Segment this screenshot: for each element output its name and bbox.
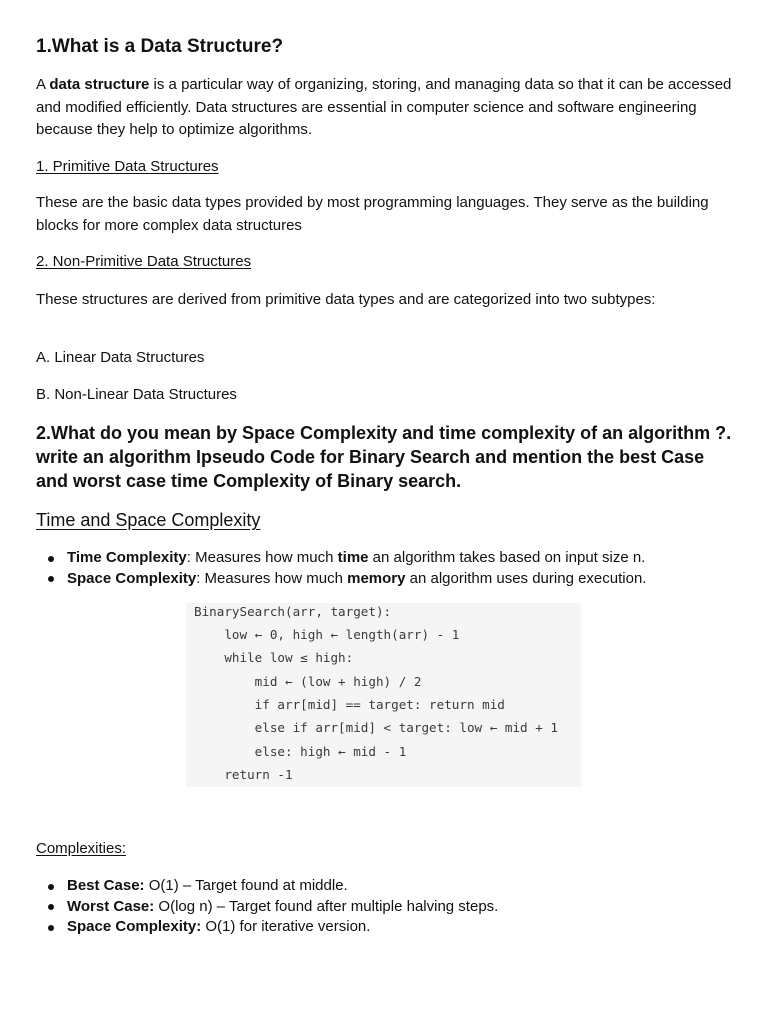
complexity-text: O(log n) – Target found after multiple halving steps. [154, 897, 499, 915]
bullet-icon [48, 884, 54, 890]
definition-term: Time Complexity [67, 549, 187, 566]
definition-key: time [337, 549, 369, 566]
definition-text: : Measures how much [186, 549, 338, 566]
complexities-list [36, 876, 736, 938]
code-line: mid ← (low + high) / 2 [194, 674, 422, 689]
time-space-heading: Time and Space Complexity [36, 510, 261, 530]
code-line: low ← 0, high ← length(arr) - 1 [194, 627, 460, 642]
data-structure-intro [36, 74, 732, 142]
definition-text: : Measures how much [196, 569, 348, 587]
code-line: else if arr[mid] < target: low ← mid + 1 [194, 720, 558, 735]
intro-bold-term: data structure [49, 76, 150, 93]
definition-text: an algorithm uses during execution. [405, 569, 647, 587]
primitive-text: These are the basic data types provided by most programming languages. They serve as the building blocks for more complex data structures [36, 194, 709, 234]
complexity-label: Best Case: [67, 877, 145, 894]
definitions-list [36, 548, 736, 589]
code-line: if arr[mid] == target: return mid [194, 697, 505, 712]
definition-text: an algorithm takes based on input size n. [368, 549, 646, 566]
nonprimitive-heading: 2. Non-Primitive Data Structures [36, 253, 252, 270]
nonprimitive-text: These structures are derived from primitive data types and are categorized into two subtypes: [36, 291, 656, 308]
list-item [36, 548, 736, 569]
complexities-heading: Complexities: [36, 840, 127, 857]
complexity-text: O(1) – Target found at middle. [144, 877, 348, 894]
code-line: return -1 [194, 767, 293, 782]
bullet-icon [48, 576, 54, 582]
list-item [36, 876, 736, 897]
question-2-title: 2.What do you mean by Space Complexity and time complexity of an algorithm ?. write an algorithm Ipseudo Code for Binary Search and mention the best Case and worst case time Complexity of Binary search. [36, 423, 732, 491]
complexity-text: O(1) for iterative version. [201, 918, 371, 935]
bullet-icon [48, 556, 54, 562]
code-line: BinarySearch(arr, target): [194, 604, 392, 619]
subtype-a: A. Linear Data Structures [36, 349, 205, 366]
intro-rest: is a particular way of organizing, storing, and managing data so that it can be accessed and modified efficiently. Data structures are essential in computer science and software engineering because they help to optimize algorithms. [36, 76, 732, 138]
bullet-icon [48, 925, 54, 931]
question-1-title: 1.What is a Data Structure? [36, 36, 284, 57]
code-line: else: high ← mid - 1 [194, 744, 407, 759]
list-item [36, 917, 736, 938]
subtype-b: B. Non-Linear Data Structures [36, 386, 237, 403]
bullet-icon [48, 904, 54, 910]
complexity-label: Space Complexity: [67, 918, 202, 935]
definition-key: memory [347, 569, 406, 587]
primitive-heading: 1. Primitive Data Structures [36, 158, 219, 175]
complexity-label: Worst Case: [67, 897, 155, 915]
intro-prefix: A [36, 76, 50, 93]
list-item [36, 897, 736, 918]
pseudocode-block [186, 603, 581, 787]
definition-term: Space Complexity [67, 569, 197, 587]
list-item [36, 569, 736, 590]
code-line: while low ≤ high: [194, 650, 354, 665]
